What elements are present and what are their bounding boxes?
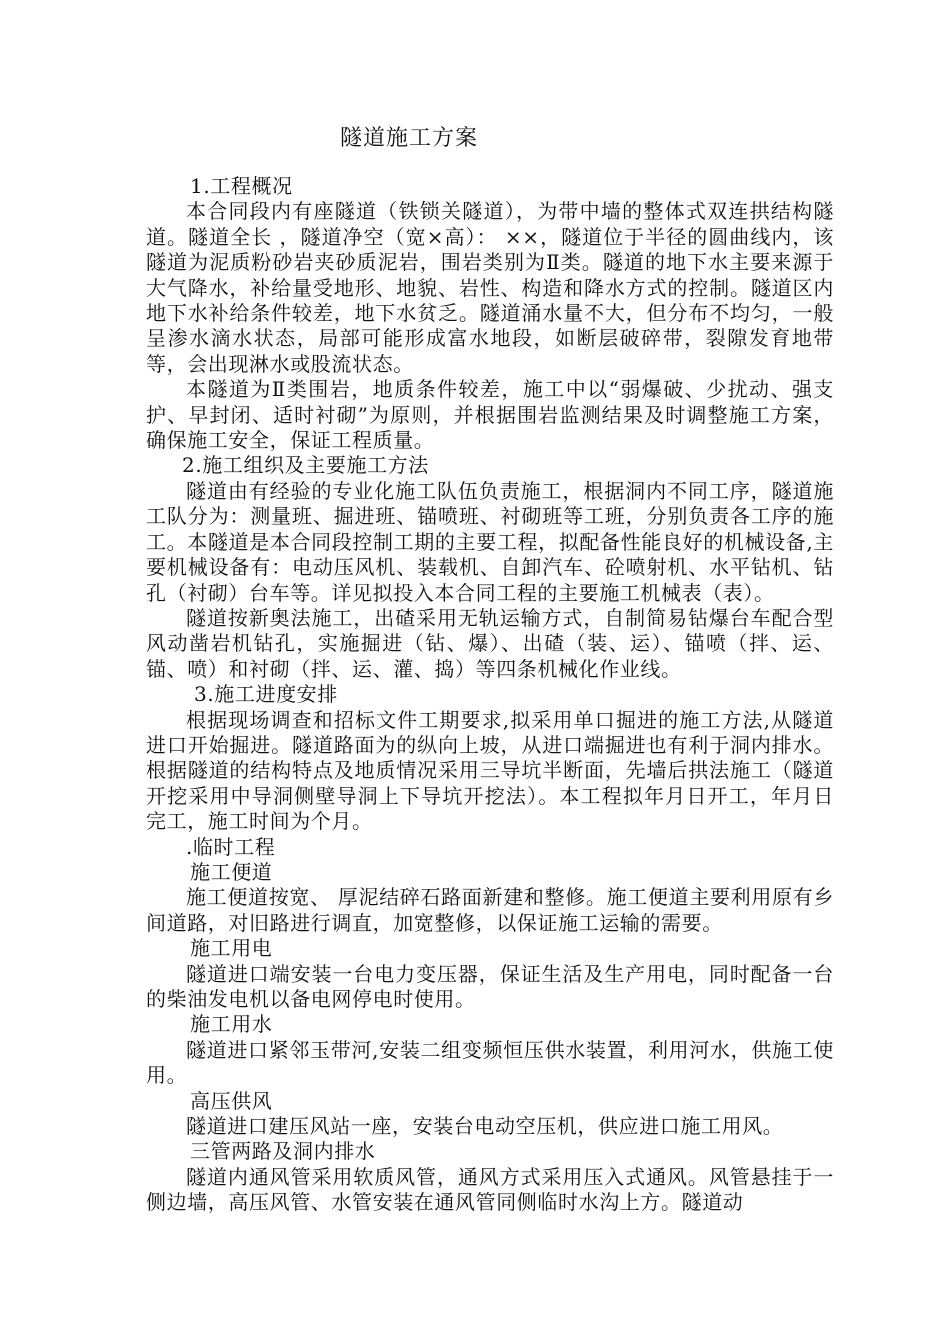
paragraph: 隧道进口建压风站一座，安装台电动空压机，供应进口施工用风。: [186, 1114, 784, 1139]
paragraph: 隧道进口端安装一台电力变压器，保证生活及生产用电，同时配备一台的柴油发电机以备电网停电时使用。: [146, 961, 834, 1011]
paragraph: 隧道按新奥法施工，出碴采用无轨运输方式，自制简易钻爆台车配合型风动凿岩机钻孔，实施掘进（钻、爆）、出碴（装、运）、锚喷（拌、运、锚、喷）和衬砌（拌、运、灌、捣）等四条机械化作业线。: [146, 605, 834, 681]
paragraph: 根据现场调查和招标文件工期要求,拟采用单口掘进的施工方法,从隧道进口开始掘进。隧道路面为的纵向上坡，从进口端掘进也有利于洞内排水。根据隧道的结构特点及地质情况采用三导坑半断面，先墙后拱法施工（隧道开挖采用中导洞侧壁导洞上下导坑开挖法）。本工程拟年月日开工，年月日完工，施工时间为个月。: [146, 707, 834, 834]
subsection-heading: 高压供风: [190, 1088, 273, 1113]
section-heading: 1.工程概况: [190, 174, 293, 198]
subsection-heading: 施工用水: [190, 1012, 273, 1037]
paragraph: 施工便道按宽、 厚泥结碎石路面新建和整修。施工便道主要利用原有乡间道路，对旧路进行调直，加宽整修，以保证施工运输的需要。: [146, 885, 834, 935]
section-heading: .临时工程: [186, 834, 276, 859]
paragraph: 本合同段内有座隧道（铁锁关隧道），为带中墙的整体式双连拱结构隧道。隧道全长 ，隧道净空（宽×高）： ××，隧道位于半径的圆曲线内，该隧道为泥质粉砂岩夹砂质泥岩，围岩类别为Ⅱ类。隧道的地下水主要来源于大气降水，补给量受地形、地貌、岩性、构造和降水方式的控制。隧道区内地下水补给条件较差，地下水贫乏。隧道涌水量不大，但分布不均匀，一般呈渗水滴水状态，局部可能形成富水地段，如断层破碎带，裂隙发育地带等，会出现淋水或股流状态。: [146, 199, 834, 376]
paragraph: 隧道内通风管采用软质风管，通风方式采用压入式通风。风管悬挂于一侧边墙，高压风管、水管安装在通风管同侧临时水沟上方。隧道动: [146, 1164, 834, 1215]
section-heading: 2.施工组织及主要施工方法: [182, 453, 429, 478]
paragraph: 隧道进口紧邻玉带河,安装二组变频恒压供水装置，利用河水，供施工使用。: [146, 1037, 834, 1088]
document-title: 隧道施工方案: [339, 126, 478, 151]
paragraph: 本隧道为Ⅱ类围岩，地质条件较差，施工中以“弱爆破、少扰动、强支护、早封闭、适时衬砌”为原则，并根据围岩监测结果及时调整施工方案，确保施工安全，保证工程质量。: [146, 377, 834, 453]
subsection-heading: 施工用电: [190, 936, 273, 961]
paragraph: 隧道由有经验的专业化施工队伍负责施工，根据洞内不同工序，隧道施工队分为：测量班、掘进班、锚喷班、衬砌班等工班，分别负责各工序的施工。本隧道是本合同段控制工期的主要工程，拟配备性能良好的机械设备,主要机械设备有：电动压风机、装载机、自卸汽车、砼喷射机、水平钻机、钻孔（衬砌）台车等。详见拟投入本合同工程的主要施工机械表（表）。: [146, 478, 834, 605]
document-body: [146, 174, 834, 1216]
subsection-heading: 三管两路及洞内排水: [190, 1139, 376, 1164]
subsection-heading: 施工便道: [190, 859, 273, 884]
section-heading: 3.施工进度安排: [194, 682, 338, 707]
